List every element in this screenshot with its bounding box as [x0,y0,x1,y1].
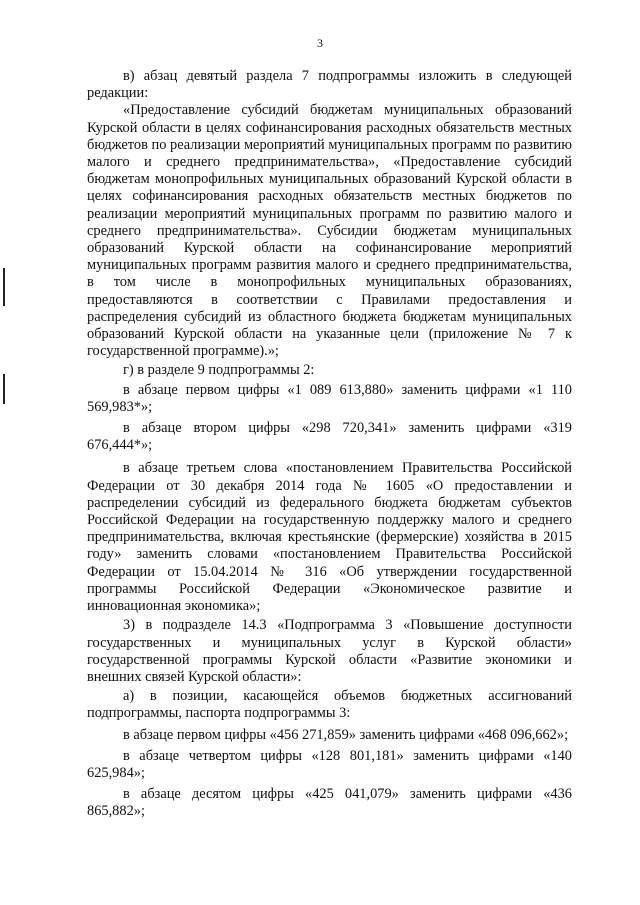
paragraph: в абзаце втором цифры «298 720,341» заменить цифрами «319 676,444*»; [87,420,572,454]
paragraph: в абзаце десятом цифры «425 041,079» заменить цифрами «436 865,882»; [87,786,572,820]
paragraph: в абзаце первом цифры «456 271,859» заменить цифрами «468 096,662»; [123,726,569,743]
scan-edge-mark [3,268,5,306]
paragraph: 3) в подразделе 14.3 «Подпрограмма 3 «Повышение доступности государственных и муниципальных услуг в Курской области» государственной программы Курской области «Развитие экономики и внешних связей Курской области»: [87,617,572,685]
paragraph: а) в позиции, касающейся объемов бюджетных ассигнований подпрограммы, паспорта подпрограммы 3: [87,688,572,722]
paragraph: в абзаце четвертом цифры «128 801,181» заменить цифрами «140 625,984»; [87,747,572,781]
paragraph: в абзаце первом цифры «1 089 613,880» заменить цифрами «1 110 569,983*»; [87,381,572,415]
scan-edge-mark [3,374,5,404]
paragraph: в абзаце третьем слова «постановлением Правительства Российской Федерации от 30 декабря 2014 года № 1605 «О предоставлении и распределении субсидий из федерального бюджета бюджетам субъектов Российской Федерации на государственную поддержку малого и среднего предпринимательства, включая крестьянские (фермерские) хозяйства в 2015 году» заменить словами «постановлением Правительства Российской Федерации от 15.04.2014 № 316 «Об утверждении государственной программы Российской Федерации «Экономическое развитие и инновационная экономика»; [87,460,572,615]
paragraph: г) в разделе 9 подпрограммы 2: [123,362,315,379]
page-number: 3 [317,36,323,50]
paragraph: в) абзац девятый раздела 7 подпрограммы изложить в следующей редакции: [87,68,572,102]
document-body [87,68,572,821]
paragraph: «Предоставление субсидий бюджетам муниципальных образований Курской области в целях софинансирования расходных обязательств местных бюджетов по реализации мероприятий муниципальных программ по развитию малого и среднего предпринимательства», «Предоставление субсидий бюджетам монопрофильных муниципальных образований Курской области в целях софинансирования расходных обязательств местных бюджетов по реализации мероприятий муниципальных программ по развитию малого и среднего предпринимательства». Субсидии бюджетам муниципальных образований Курской области на софинансирование мероприятий муниципальных программ развития малого и среднего предпринимательства, в том числе в монопрофильных муниципальных образованиях, предоставляются в соответствии с Правилами предоставления и распределения субсидий из областного бюджета бюджетам муниципальных образований Курской области на указанные цели (приложение № 7 к государственной программе).»; [87,102,572,360]
